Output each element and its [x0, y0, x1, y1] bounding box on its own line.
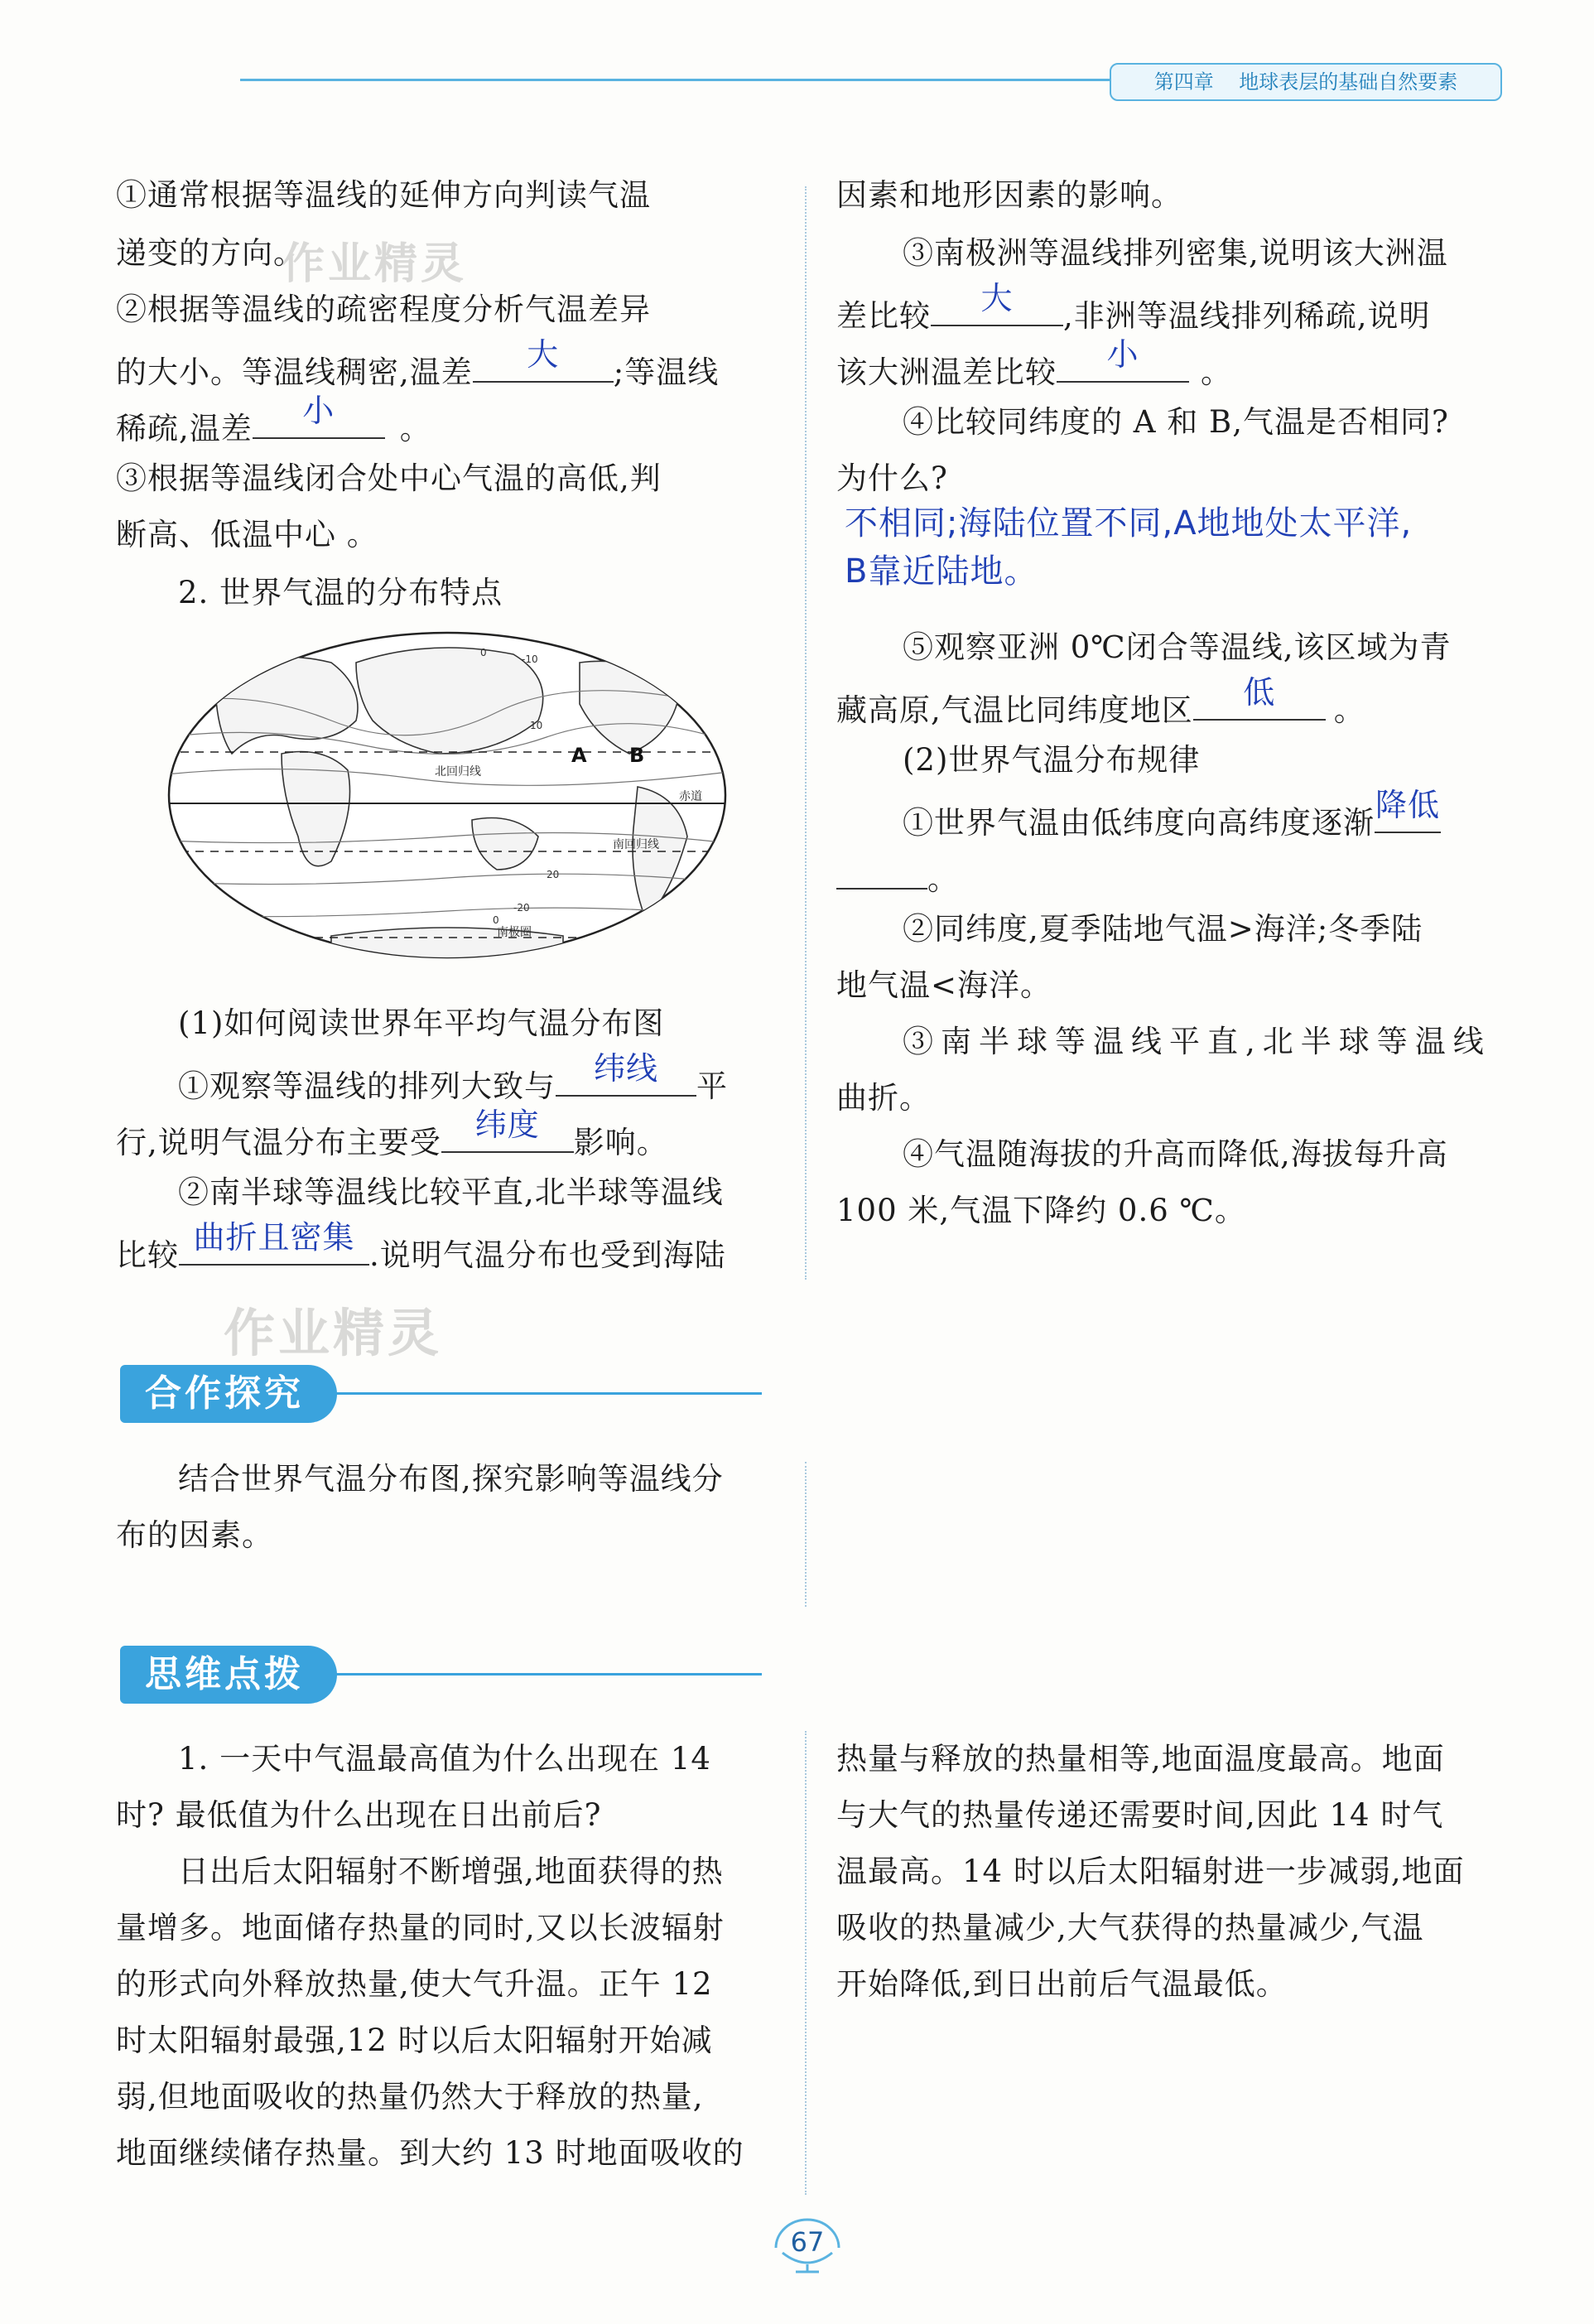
text-line: 因素和地形因素的影响。	[836, 177, 1182, 213]
text: 。	[1201, 354, 1232, 390]
fill-line	[116, 1107, 668, 1164]
text-line: ⑤观察亚洲 0℃闭合等温线,该区域为青	[903, 629, 1452, 665]
text-line: 断高、低温中心 。	[116, 517, 378, 552]
answer: 纬度	[474, 1107, 540, 1143]
column-divider-top	[805, 186, 807, 1280]
text: 该大洲温差比较	[836, 354, 1057, 390]
section-thinking-label: 思维点拨	[120, 1646, 337, 1704]
map-point-b: B	[629, 744, 645, 767]
text-line: 结合世界气温分布图,探究影响等温线分	[178, 1461, 724, 1497]
text-line: ③根据等温线闭合处中心气温的高低,判	[116, 460, 662, 496]
answer: 纬线	[593, 1050, 658, 1087]
answer: 低	[1243, 674, 1276, 711]
text: 平	[696, 1068, 728, 1104]
text-line: 为什么?	[836, 460, 948, 496]
map-label: 赤道	[679, 790, 702, 803]
text: 比较	[116, 1237, 179, 1273]
blank	[836, 851, 927, 890]
answer: 小	[302, 393, 335, 429]
answer: 曲折且密集	[193, 1219, 355, 1256]
header-title: 地球表层的基础自然要素	[1239, 70, 1458, 94]
text-line: 日出后太阳辐射不断增强,地面获得的热	[178, 1854, 724, 1889]
text-line: ③南半球等温线平直,北半球等温线	[903, 1024, 1491, 1059]
map-label: 20	[547, 869, 560, 880]
text-line: ②南半球等温线比较平直,北半球等温线	[178, 1174, 724, 1210]
text-line: 100 米,气温下降约 0.6 ℃。	[836, 1193, 1246, 1228]
fill-line	[836, 336, 1232, 394]
header-tab	[1110, 63, 1502, 101]
blank	[556, 1050, 696, 1097]
text-line: ①通常根据等温线的延伸方向判读气温	[116, 177, 651, 213]
text: 。	[927, 861, 959, 897]
map-label: -10	[522, 653, 538, 665]
blank	[1057, 336, 1189, 383]
answer: 降低	[1375, 787, 1440, 823]
blank	[473, 336, 614, 383]
text-line: ②同纬度,夏季陆地气温>海洋;冬季陆	[903, 911, 1423, 947]
blank	[1193, 674, 1326, 721]
text: 藏高原,气温比同纬度地区	[836, 692, 1193, 728]
text: ①观察等温线的排列大致与	[178, 1068, 556, 1104]
text: ;等温线	[613, 354, 720, 390]
text: 的大小。等温线稠密,温差	[116, 354, 473, 390]
fill-line	[116, 393, 431, 451]
fill-line	[116, 1219, 726, 1277]
page-number: 67	[790, 2226, 825, 2258]
text-line: ④气温随海拔的升高而降低,海拔每升高	[903, 1136, 1448, 1172]
map-label: 0	[480, 647, 487, 658]
answer: 大	[980, 280, 1014, 316]
text-line: 热量与释放的热量相等,地面温度最高。地面	[836, 1741, 1445, 1777]
map-label: 南回归线	[613, 838, 659, 851]
section-rule	[315, 1673, 762, 1675]
fill-line	[836, 280, 1431, 338]
map-label: -20	[513, 902, 530, 914]
watermark: 作业精灵	[282, 239, 468, 289]
map-label: 10	[530, 720, 543, 731]
text-line: ③南极洲等温线排列密集,说明该大洲温	[903, 235, 1448, 271]
header-chapter: 第四章	[1153, 70, 1214, 94]
answer: 大	[527, 336, 560, 373]
text-line: 弱,但地面吸收的热量仍然大于释放的热量,	[116, 2079, 704, 2114]
blank	[179, 1219, 369, 1266]
question-1: (1)如何阅读世界年平均气温分布图	[178, 1005, 665, 1041]
world-temperature-map	[166, 629, 729, 961]
text: 。	[1333, 692, 1365, 728]
text: .说明气温分布也受到海陆	[369, 1237, 726, 1273]
text: ①世界气温由低纬度向高纬度逐渐	[903, 805, 1375, 841]
text-line: 量增多。地面储存热量的同时,又以长波辐射	[116, 1910, 725, 1946]
handwritten-answer: B靠近陆地。	[845, 552, 1038, 591]
page-number-badge	[766, 2216, 849, 2274]
watermark: 作业精灵	[224, 1303, 443, 1363]
text: 影响。	[573, 1125, 668, 1160]
map-point-a: A	[571, 744, 587, 767]
section-rule	[315, 1392, 762, 1395]
text-line: ④比较同纬度的 A 和 B,气温是否相同?	[903, 404, 1449, 440]
blank	[1375, 787, 1441, 833]
blank	[441, 1107, 574, 1153]
text-line: 递变的方向。	[116, 235, 305, 271]
answer: 小	[1106, 336, 1139, 373]
fill-line	[116, 336, 720, 394]
question-line: 时? 最低值为什么出现在日出前后?	[116, 1797, 602, 1833]
text-line: 地气温<海洋。	[836, 967, 1052, 1003]
blank	[253, 393, 385, 439]
header-rule	[240, 79, 1110, 81]
text-line: 开始降低,到日出前后气温最低。	[836, 1966, 1288, 2002]
column-divider-bottom	[805, 1731, 807, 2195]
fill-line	[903, 787, 1441, 845]
blank	[931, 280, 1063, 326]
text-line: 与大气的热量传递还需要时间,因此 14 时气	[836, 1797, 1444, 1833]
text: 。	[399, 411, 431, 446]
text-line: 地面继续储存热量。到大约 13 时地面吸收的	[116, 2135, 744, 2171]
text-line: 温最高。14 时以后太阳辐射进一步减弱,地面	[836, 1854, 1465, 1889]
text-line: 时太阳辐射最强,12 时以后太阳辐射开始减	[116, 2023, 713, 2058]
map-label: 0	[493, 914, 499, 926]
text: 差比较	[836, 298, 931, 334]
text-line: 曲折。	[836, 1080, 931, 1116]
fill-line	[836, 674, 1365, 732]
fill-line	[178, 1050, 728, 1108]
map-label: 北回归线	[435, 765, 481, 779]
handwritten-answer: 不相同;海陆位置不同,A地地处太平洋,	[845, 504, 1413, 542]
section-cooperate-label: 合作探究	[120, 1365, 337, 1423]
column-divider-mid	[805, 1462, 807, 1607]
fill-line	[836, 851, 959, 901]
text-line: 布的因素。	[116, 1517, 273, 1553]
text: 行,说明气温分布主要受	[116, 1125, 441, 1160]
text-line: 吸收的热量减少,大气获得的热量减少,气温	[836, 1910, 1424, 1946]
text-line: ②根据等温线的疏密程度分析气温差异	[116, 292, 651, 327]
text-line: 的形式向外释放热量,使大气升温。正午 12	[116, 1966, 713, 2002]
map-label: 南极圈	[497, 926, 532, 939]
subheading: 2. 世界气温的分布特点	[178, 575, 503, 610]
question-line: 1. 一天中气温最高值为什么出现在 14	[178, 1741, 711, 1777]
map-svg	[166, 629, 729, 961]
text: 稀疏,温差	[116, 411, 253, 446]
text-line: (2)世界气温分布规律	[903, 742, 1201, 778]
text: ,非洲等温线排列稀疏,说明	[1063, 298, 1431, 334]
